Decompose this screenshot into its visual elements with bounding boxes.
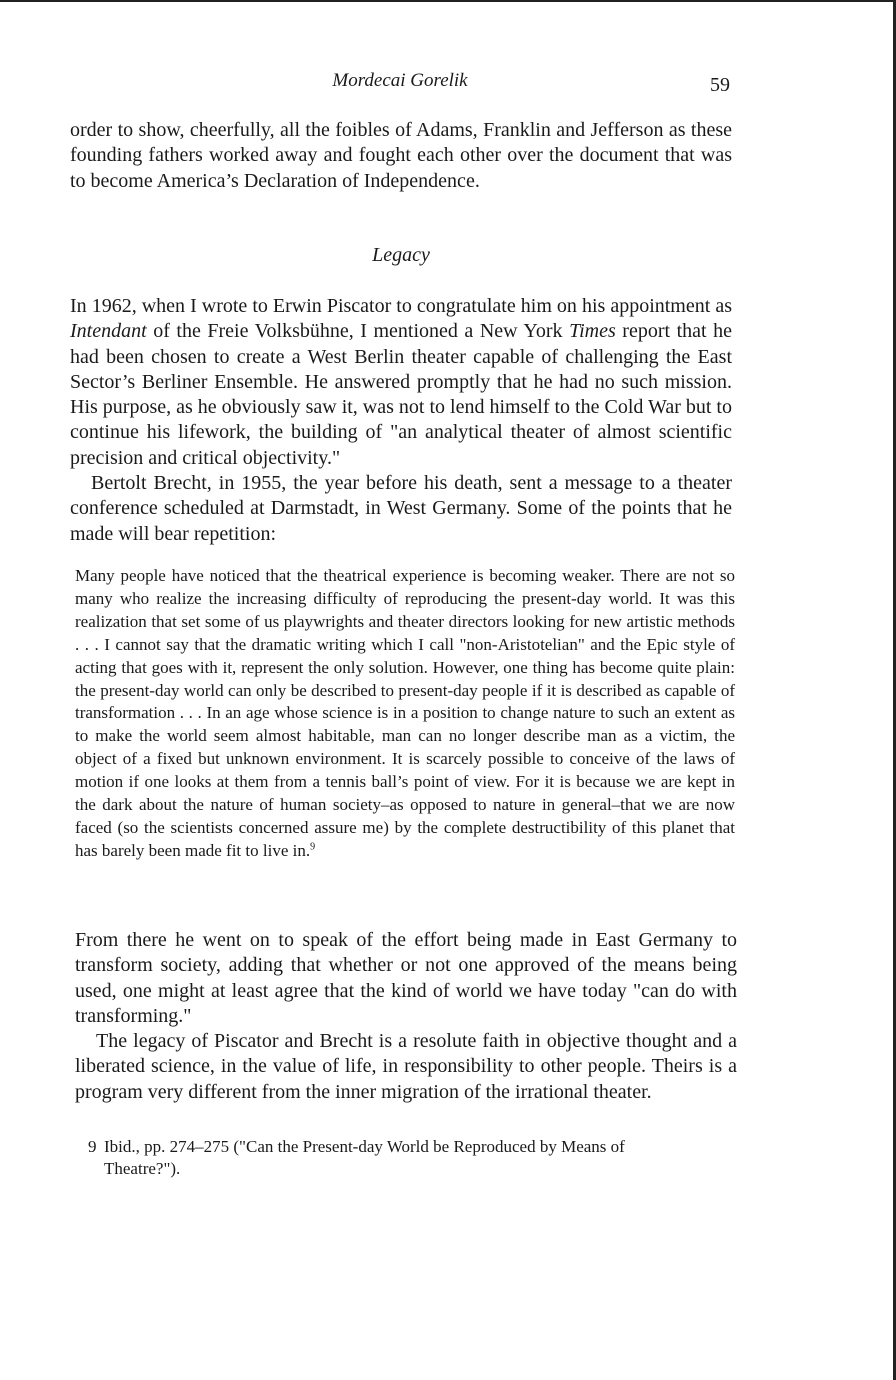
paragraph-transform: From there he went on to speak of the effort being made in East Germany to transform society, adding that whether or not one approved of the means being used, one might at least agree that the kind of world we have today "can do with transforming." bbox=[75, 929, 737, 1027]
page-header bbox=[70, 70, 730, 100]
paragraph-legacy: The legacy of Piscator and Brecht is a resolute faith in objective thought and a liberated science, in the value of life, in responsibility to other people. Theirs is a program very different from the inner migration of the irrational theater. bbox=[75, 1030, 737, 1103]
quote-body: Many people have noticed that the theatrical experience is becoming weaker. There are not so many who realize the increasing difficulty of reproducing the present-day world. It was this realization that set some of us playwrights and theater directors looking for new artistic methods . . . I cannot say that the dramatic writing which I call "non-Aristotelian" and the Epic style of acting that goes with it, represent the only solution. However, one thing has become quite plain: the present-day world can only be described to present-day people if it is described as capable of transformation . . . In an age whose science is in a position to change nature to such an extent as to make the world seem almost habitable, man can no longer describe man as a victim, the object of a fixed but unknown environment. It is scarcely possible to conceive of the laws of motion if one looks at them from a tennis ball’s point of view. For it is because we are kept in the dark about the nature of human society–as opposed to nature in general–that we are now faced (so the scientists concerned assure me) by the complete destructibility of this planet that has barely been made fit to live in. bbox=[75, 566, 735, 860]
block-quote bbox=[75, 565, 735, 863]
footnote-number: 9 bbox=[88, 1137, 97, 1156]
italic-intendant: Intendant bbox=[70, 320, 147, 343]
quote-text bbox=[75, 565, 735, 863]
footnote-text: Ibid., pp. 274–275 ("Can the Present-day World be Reproduced by Means of bbox=[104, 1137, 625, 1156]
text-run: of the Freie Volksbühne, I mentioned a New York bbox=[146, 320, 570, 343]
text-run: In 1962, when I wrote to Erwin Piscator to congratulate him on his appointment as bbox=[70, 295, 732, 317]
paragraph-brecht: Bertolt Brecht, in 1955, the year before his death, sent a message to a theater conference scheduled at Darmstadt, in West Germany. Some of the points that he made will bear repetition: bbox=[70, 472, 732, 545]
italic-times: Times bbox=[569, 320, 616, 343]
footnote-continuation: Theatre?"). bbox=[104, 1159, 181, 1178]
running-head: Mordecai Gorelik bbox=[332, 70, 468, 91]
page-number: 59 bbox=[710, 74, 730, 96]
closing-paragraphs bbox=[75, 928, 737, 1105]
paragraph-piscator bbox=[70, 294, 732, 471]
footnote bbox=[88, 1136, 738, 1180]
paragraph-text: order to show, cheerfully, all the foibles of Adams, Franklin and Jefferson as these founding fathers worked away and fought each other over the document that was to become America’s Declaration of Independence. bbox=[70, 119, 732, 192]
section-title: Legacy bbox=[372, 244, 430, 266]
text-run: report that he had been chosen to create a West Berlin theater capable of challenging the East Sector’s Berliner Ensemble. He answered promptly that he had no such mission. His purpose, as he obviously saw it, was not to lend himself to the Cold War but to continue his lifework, the building of "an analytical theater of almost scientific precision and critical objectivity." bbox=[70, 320, 732, 469]
scan-border-top bbox=[0, 0, 896, 2]
opening-paragraph bbox=[70, 118, 732, 194]
legacy-paragraphs bbox=[70, 294, 732, 547]
footnote-reference: 9 bbox=[310, 841, 316, 853]
footnote-line bbox=[88, 1136, 738, 1158]
